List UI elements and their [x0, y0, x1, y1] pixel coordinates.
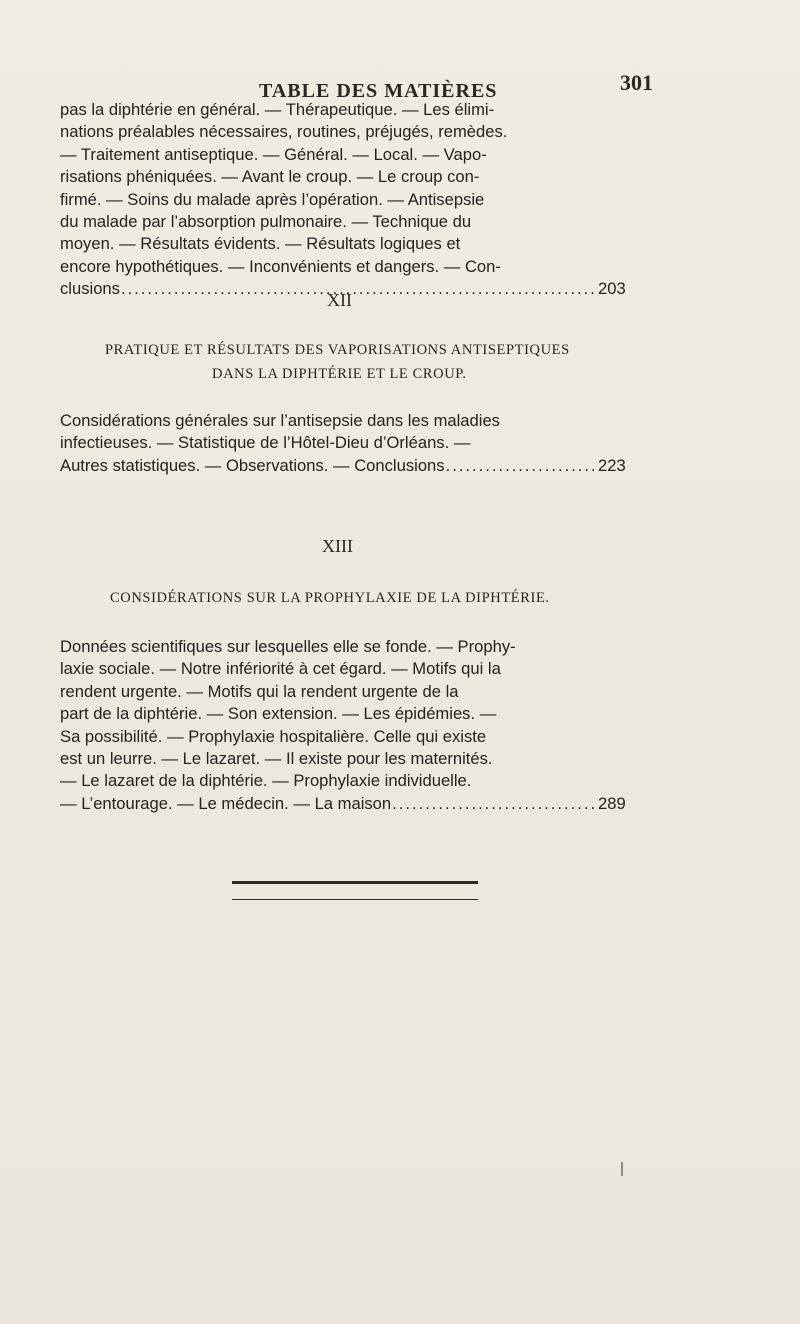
entry-line: — Traitement antiseptique. — Général. — Local. — Vapo-: [60, 144, 487, 164]
paper-mark: [621, 1162, 623, 1176]
chapter-number: XIII: [322, 536, 353, 556]
running-title: TABLE DES MATIÈRES: [259, 80, 498, 102]
closing-rule-thin: [232, 899, 478, 900]
entry-page-number: 203: [598, 279, 626, 299]
chapter-title: CONSIDÉRATIONS SUR LA PROPHYLAXIE DE LA DIPHTÉRIE.: [110, 590, 550, 606]
page-number: 301: [620, 70, 653, 95]
entry-line: infectieuses. — Statistique de l’Hôtel-Dieu d’Orléans. —: [60, 433, 471, 453]
entry-page-number: 223: [598, 455, 626, 475]
entry-line: risations phéniquées. — Avant le croup. — Le croup con-: [60, 167, 480, 187]
closing-rule-thick: [232, 881, 478, 884]
entry-last-line: [60, 455, 628, 477]
entry-line: du malade par l’absorption pulmonaire. — Technique du: [60, 212, 472, 232]
entry-line: part de la diphtérie. — Son extension. — Les épidémies. —: [60, 704, 497, 724]
entry-line: clusions: [60, 279, 120, 299]
toc-entry-continued: [60, 99, 628, 301]
entry-line: moyen. — Résultats évidents. — Résultats logiques et: [60, 234, 461, 254]
chapter-number: XII: [327, 290, 352, 310]
entry-line: Autres statistiques. — Observations. — Conclusions: [60, 455, 445, 475]
entry-line: pas la diphtérie en général. — Thérapeutique. — Les élimi-: [60, 100, 495, 119]
toc-entry-chapter-12: [60, 410, 628, 477]
entry-line: firmé. — Soins du malade après l’opération. — Antisepsie: [60, 189, 485, 209]
entry-line: rendent urgente. — Motifs qui la rendent urgente de la: [60, 681, 459, 701]
entry-line: nations préalables nécessaires, routines, préjugés, remèdes.: [60, 122, 508, 142]
entry-line: Sa possibilité. — Prophylaxie hospitalière. Celle qui existe: [60, 726, 487, 746]
entry-line: encore hypothétiques. — Inconvénients et dangers. — Con-: [60, 256, 501, 276]
entry-line: — Le lazaret de la diphtérie. — Prophylaxie individuelle.: [60, 771, 472, 791]
entry-page-number: 289: [598, 793, 626, 813]
entry-line: est un leurre. — Le lazaret. — Il existe pour les maternités.: [60, 749, 493, 769]
dot-leader: [446, 455, 594, 477]
entry-line: Considérations générales sur l’antisepsie dans les maladies: [60, 411, 500, 430]
entry-line: Données scientifiques sur lesquelles elle se fonde. — Prophy-: [60, 637, 516, 656]
chapter-title: PRATIQUE ET RÉSULTATS DES VAPORISATIONS ANTISEPTIQUES: [105, 342, 570, 358]
dot-leader: [392, 793, 594, 815]
entry-last-line: [60, 793, 628, 815]
entry-line: — L’entourage. — Le médecin. — La maison: [60, 793, 392, 813]
toc-entry-chapter-13: [60, 636, 628, 815]
dot-leader: [121, 278, 594, 300]
chapter-title: DANS LA DIPHTÉRIE ET LE CROUP.: [212, 366, 467, 382]
entry-line: laxie sociale. — Notre infériorité à cet égard. — Motifs qui la: [60, 659, 501, 679]
